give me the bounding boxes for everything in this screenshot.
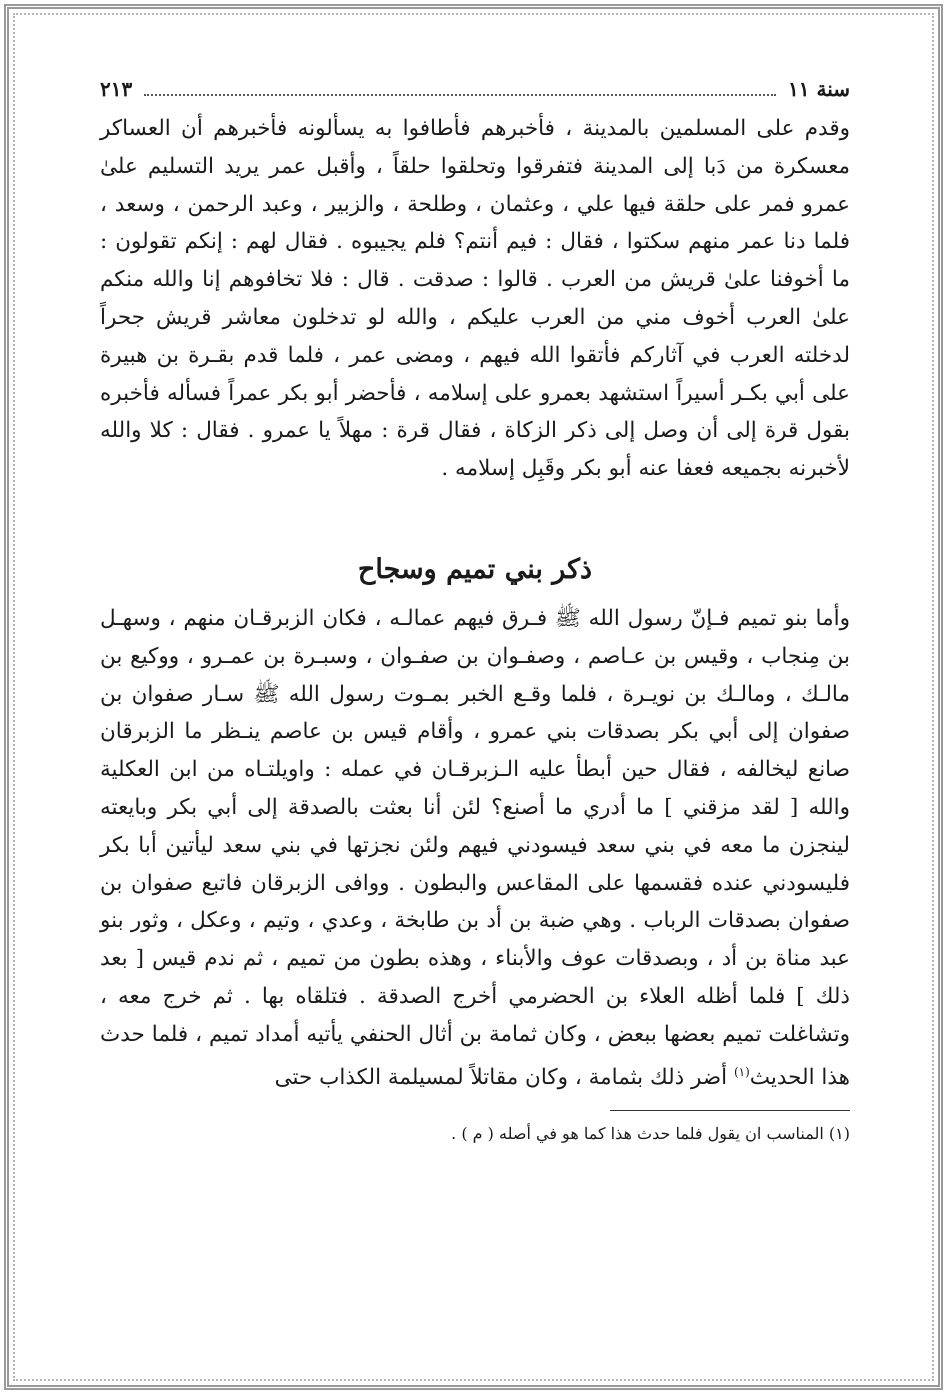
- footnote: (١) المناسب ان يقول فلما حدث هذا كما هو في أصله ( م ) .: [451, 1124, 850, 1144]
- running-header: [100, 68, 850, 110]
- section-label: سنة ١١: [788, 77, 850, 101]
- page-number: ٢١٣: [100, 77, 133, 101]
- section-heading: ذكر بني تميم وسجاح: [357, 553, 593, 585]
- book-page: [100, 68, 850, 1149]
- paragraph-2-text-end: أضر ذلك بثمامة ، وكان مقاتلاً لمسيلمة الكذاب حتى: [274, 1064, 734, 1090]
- paragraph-1: وقدم على المسلمين بالمدينة ، فأخبرهم فأطافوا به يسألونه فأخبرهم أن العساكر معسكرة من دَبا إلى المدينة فتفرقوا وتحلقوا حلقاً ، وأقبل عمر يريد التسليم علىٰ عمرو فمر على حلقة فيها علي ، وعثمان ، وطلحة ، والزبير ، وعبد الرحمن ، وسعد ، فلما دنا عمر منهم سكتوا ، فقال : فيم أنتم؟ فلم يجيبوه . فقال لهم : إنكم تقولون : ما أخوفنا علىٰ قريش من العرب . قالوا : صدقت . قال : فلا تخافوهم إنا والله منكم علىٰ العرب أخوف مني من العرب عليكم ، والله لو تدخلون معاشر قريش جحراً لدخلته العرب في آثاركم فأتقوا الله فيهم ، ومضى عمر ، فلما قدم بقـرة بن هبيرة على أبي بكـر أسيراً استشهد بعمرو على إسلامه ، فأحضر أبو بكر عمراً فسأله فأخبره بقول قرة إلى أن وصل إلى ذكر الزكاة ، فقال قرة : مهلاً يا عمرو . فقال : كلا والله لأخبرنه بجميعه فعفا عنه أبو بكر وقَبِل إسلامه .: [100, 116, 850, 482]
- paragraph-2: [100, 600, 850, 1097]
- header-dotted-leader: [144, 72, 776, 96]
- paragraph-2-text: وأما بنو تميم فـإنّ رسول الله ﷺ فـرق فيهم عمالـه ، فكان الزبرقـان منهم ، وسهـل بن مِنجاب ، وقيس بن عـاصم ، وصفـوان بن صفـوان ، وسبـرة بن عمـرو ، ووكيع بن مالـك ، ومالـك بن نويـرة ، فلما وقـع الخبر بمـوت رسول الله ﷺ سـار صفوان بن صفوان إلى أبي بكر بصدقات بني عمرو ، وأقام قيس بن عاصم ينـظر ما الزبرقان صانع ليخالفه ، فقال حين أبطأ عليه الـزبرقـان في عمله : واويلتـاه من ابن العكلية والله [ لقد مزقني ] ما أدري ما أصنع؟ لئن أنا بعثت بالصدقة إلى أبي بكر وبايعته لينجزن ما معه في بني سعد فيسودني فيهم ولئن نجزتها في بني سعد ليأتين أبا بكر فليسودني عنده فقسمها على المقاعس والبطون . ووافى الزبرقان فاتبع صفوان بن صفوان بصدقات الرباب . وهي ضبة بن أد بن طابخة ، وعدي ، وتيم ، وعكل ، وثور بنو عبد مناة بن أد ، وبصدقات عوف والأبناء ، وهذه بطون من تميم ، ثم ندم قيس [ بعد ذلك ] فلما أظله العلاء بن الحضرمي أخرج الصدقة . فتلقاه بها . ثم خرج معه ، وتشاغلت تميم بعضها ببعض ، وكان ثمامة بن أثال الحنفي يأتيه أمداد تميم ، فلما حدث هذا الحديث: [100, 605, 850, 1090]
- footnote-marker[interactable]: (١): [733, 1064, 750, 1079]
- footnote-divider: [610, 1110, 850, 1111]
